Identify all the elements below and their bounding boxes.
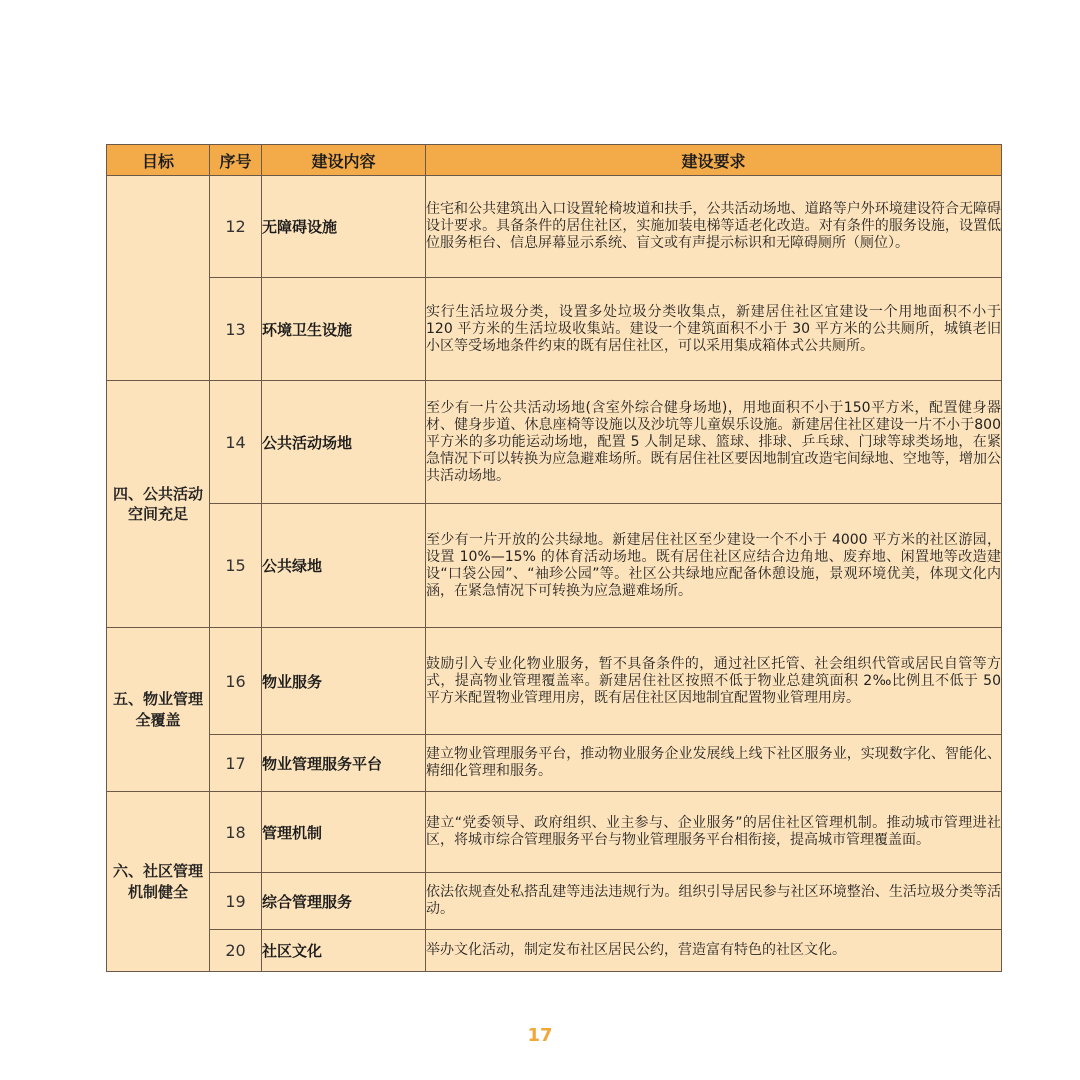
row-content: 环境卫生设施 bbox=[262, 278, 426, 381]
row-content: 管理机制 bbox=[262, 792, 426, 873]
row-requirement: 实行生活垃圾分类，设置多处垃圾分类收集点，新建居住社区宜建设一个用地面积不小于 120 平方米的生活垃圾收集站。建设一个建筑面积不小于 30 平方米的公共厕所，城镇老旧小区等受场地条件约束的既有居住社区，可以采用集成箱体式公共厕所。 bbox=[426, 278, 1002, 381]
row-content: 公共活动场地 bbox=[262, 381, 426, 504]
row-requirement: 依法依规查处私搭乱建等违法违规行为。组织引导居民参与社区环境整治、生活垃圾分类等活动。 bbox=[426, 873, 1002, 930]
header-goal: 目标 bbox=[107, 145, 210, 176]
row-number: 20 bbox=[210, 930, 262, 972]
goal-cell bbox=[107, 176, 210, 381]
goal-cell: 五、物业管理全覆盖 bbox=[107, 628, 210, 792]
table-row bbox=[107, 381, 1002, 504]
table-row bbox=[107, 504, 1002, 628]
header-content: 建设内容 bbox=[262, 145, 426, 176]
requirements-table bbox=[106, 144, 1002, 972]
row-requirement: 建立物业管理服务平台，推动物业服务企业发展线上线下社区服务业，实现数字化、智能化、精细化管理和服务。 bbox=[426, 735, 1002, 792]
table-row bbox=[107, 176, 1002, 278]
goal-cell: 四、公共活动空间充足 bbox=[107, 381, 210, 628]
row-number: 16 bbox=[210, 628, 262, 735]
row-number: 19 bbox=[210, 873, 262, 930]
page-number: 17 bbox=[527, 1025, 553, 1046]
row-content: 社区文化 bbox=[262, 930, 426, 972]
header-num: 序号 bbox=[210, 145, 262, 176]
row-requirement: 至少有一片公共活动场地(含室外综合健身场地)，用地面积不小于150平方米，配置健身器材、健身步道、休息座椅等设施以及沙坑等儿童娱乐设施。新建居住社区建设一片不小于800平方米的多功能运动场地，配置 5 人制足球、篮球、排球、乒乓球、门球等球类场地，在紧急情况下可以转换为应急避难场所。既有居住社区要因地制宜改造宅间绿地、空地等，增加公共活动场地。 bbox=[426, 381, 1002, 504]
row-number: 18 bbox=[210, 792, 262, 873]
row-requirement: 至少有一片开放的公共绿地。新建居住社区至少建设一个不小于 4000 平方米的社区游园，设置 10%—15% 的体育活动场地。既有居住社区应结合边角地、废弃地、闲置地等改造建设“口袋公园”、“袖珍公园”等。社区公共绿地应配备休憩设施，景观环境优美，体现文化内涵，在紧急情况下可转换为应急避难场所。 bbox=[426, 504, 1002, 628]
table-row bbox=[107, 278, 1002, 381]
row-requirement: 住宅和公共建筑出入口设置轮椅坡道和扶手，公共活动场地、道路等户外环境建设符合无障碍设计要求。具备条件的居住社区，实施加装电梯等适老化改造。对有条件的服务设施，设置低位服务柜台、信息屏幕显示系统、盲文或有声提示标识和无障碍厕所（厕位）。 bbox=[426, 176, 1002, 278]
row-content: 无障碍设施 bbox=[262, 176, 426, 278]
table-row bbox=[107, 628, 1002, 735]
row-number: 13 bbox=[210, 278, 262, 381]
row-requirement: 举办文化活动，制定发布社区居民公约，营造富有特色的社区文化。 bbox=[426, 930, 1002, 972]
header-row bbox=[107, 145, 1002, 176]
row-number: 17 bbox=[210, 735, 262, 792]
table-row bbox=[107, 930, 1002, 972]
goal-cell: 六、社区管理机制健全 bbox=[107, 792, 210, 972]
row-requirement: 建立“党委领导、政府组织、业主参与、企业服务”的居住社区管理机制。推动城市管理进社区，将城市综合管理服务平台与物业管理服务平台相衔接，提高城市管理覆盖面。 bbox=[426, 792, 1002, 873]
row-requirement: 鼓励引入专业化物业服务，暂不具备条件的，通过社区托管、社会组织代管或居民自管等方式，提高物业管理覆盖率。新建居住社区按照不低于物业总建筑面积 2‰比例且不低于 50 平方米配置物业管理用房，既有居住社区因地制宜配置物业管理用房。 bbox=[426, 628, 1002, 735]
table-row bbox=[107, 735, 1002, 792]
header-req: 建设要求 bbox=[426, 145, 1002, 176]
row-content: 公共绿地 bbox=[262, 504, 426, 628]
row-content: 物业管理服务平台 bbox=[262, 735, 426, 792]
table-row bbox=[107, 792, 1002, 873]
table-row bbox=[107, 873, 1002, 930]
row-number: 15 bbox=[210, 504, 262, 628]
row-number: 14 bbox=[210, 381, 262, 504]
row-number: 12 bbox=[210, 176, 262, 278]
row-content: 物业服务 bbox=[262, 628, 426, 735]
row-content: 综合管理服务 bbox=[262, 873, 426, 930]
